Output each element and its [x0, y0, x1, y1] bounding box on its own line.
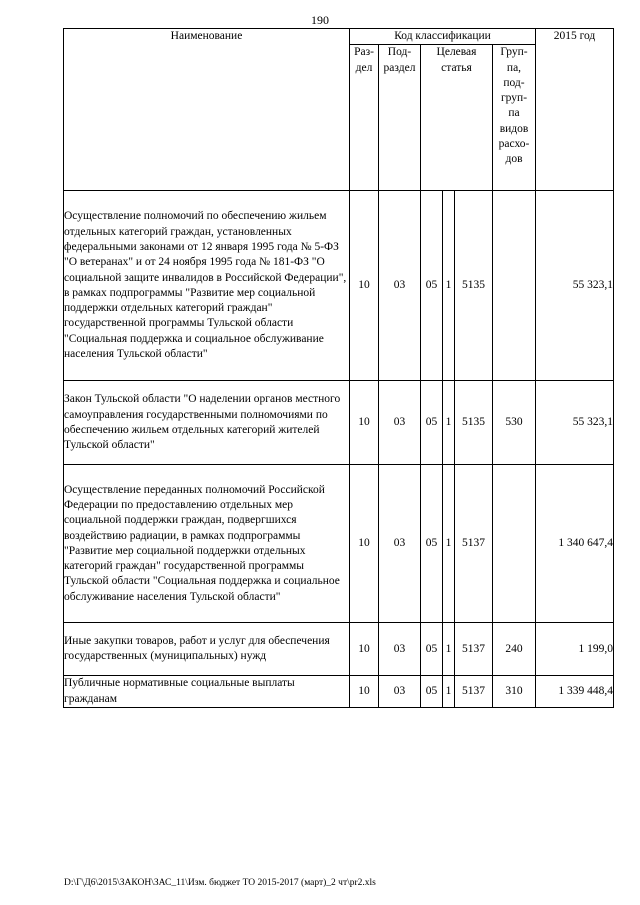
- row-section: 10: [350, 191, 379, 381]
- header-target-article: Целевая статья: [421, 45, 493, 191]
- row-name: Осуществление полномочий по обеспечению жильем отдельных категорий граждан, установленных федеральными законами от 12 января 1995 года № 5-ФЗ "О ветеранах" и от 24 ноября 1995 года № 181-ФЗ "О социальной защите инвалидов в Российской Федерации", в рамках подпрограммы "Развитие мер социальной поддержки отдельных категорий граждан" государственной программы Тульской области "Социальная поддержка и социальное обслуживание населения Тульской области": [64, 191, 350, 381]
- row-expense-group: 530: [493, 381, 536, 465]
- row-section: 10: [350, 676, 379, 708]
- page-number: 190: [311, 13, 329, 27]
- table-row: [64, 623, 614, 676]
- table-row: [64, 465, 614, 623]
- row-subsection: 03: [379, 381, 421, 465]
- row-subsection: 03: [379, 465, 421, 623]
- row-target-article-subprogram: 1: [443, 676, 455, 708]
- row-amount: 55 323,1: [536, 381, 614, 465]
- row-target-article-code: 5137: [455, 623, 493, 676]
- row-target-article-code: 5137: [455, 465, 493, 623]
- row-target-article-code: 5137: [455, 676, 493, 708]
- row-expense-group: 240: [493, 623, 536, 676]
- row-amount: 1 199,0: [536, 623, 614, 676]
- header-year: 2015 год: [536, 29, 614, 191]
- header-section: Раз- дел: [350, 45, 379, 191]
- header-expense-group: Груп- па, под- груп- па видов расхо- дов: [493, 45, 536, 191]
- row-name: Закон Тульской области "О наделении органов местного самоуправления государственными полномочиями по обеспечению жильем отдельных категорий жителей Тульской области": [64, 381, 350, 465]
- row-target-article-program: 05: [421, 676, 443, 708]
- row-expense-group: [493, 191, 536, 381]
- row-amount: 55 323,1: [536, 191, 614, 381]
- row-target-article-program: 05: [421, 623, 443, 676]
- row-target-article-program: 05: [421, 465, 443, 623]
- table-row: [64, 381, 614, 465]
- row-name: Публичные нормативные социальные выплаты гражданам: [64, 676, 350, 708]
- file-path-footer: D:\Г\Д6\2015\ЗАКОН\ЗАС_11\Изм. бюджет ТО 2015-2017 (март)_2 чт\pr2.xls: [64, 878, 376, 888]
- row-target-article-subprogram: 1: [443, 623, 455, 676]
- row-target-article-subprogram: 1: [443, 191, 455, 381]
- budget-table: [63, 28, 614, 708]
- row-amount: 1 339 448,4: [536, 676, 614, 708]
- header-name: Наименование: [64, 29, 350, 191]
- header-subsection: Под- раздел: [379, 45, 421, 191]
- header-row-top: [64, 29, 614, 45]
- row-name: Осуществление переданных полномочий Российской Федерации по предоставлению отдельных мер социальной поддержки граждан, подвергшихся воздействию радиации, в рамках подпрограммы "Развитие мер социальной поддержки отдельных категорий граждан" государственной программы Тульской области "Социальная поддержка и социальное обслуживание населения Тульской области": [64, 465, 350, 623]
- row-section: 10: [350, 623, 379, 676]
- row-section: 10: [350, 381, 379, 465]
- row-target-article-code: 5135: [455, 381, 493, 465]
- row-subsection: 03: [379, 191, 421, 381]
- row-expense-group: 310: [493, 676, 536, 708]
- table-row: [64, 676, 614, 708]
- header-classification-code: Код классификации: [350, 29, 536, 45]
- row-section: 10: [350, 465, 379, 623]
- row-amount: 1 340 647,4: [536, 465, 614, 623]
- row-expense-group: [493, 465, 536, 623]
- table-row: [64, 191, 614, 381]
- row-subsection: 03: [379, 623, 421, 676]
- row-target-article-program: 05: [421, 191, 443, 381]
- row-subsection: 03: [379, 676, 421, 708]
- row-target-article-code: 5135: [455, 191, 493, 381]
- row-target-article-subprogram: 1: [443, 381, 455, 465]
- row-target-article-program: 05: [421, 381, 443, 465]
- row-name: Иные закупки товаров, работ и услуг для обеспечения государственных (муниципальных) нужд: [64, 623, 350, 676]
- row-target-article-subprogram: 1: [443, 465, 455, 623]
